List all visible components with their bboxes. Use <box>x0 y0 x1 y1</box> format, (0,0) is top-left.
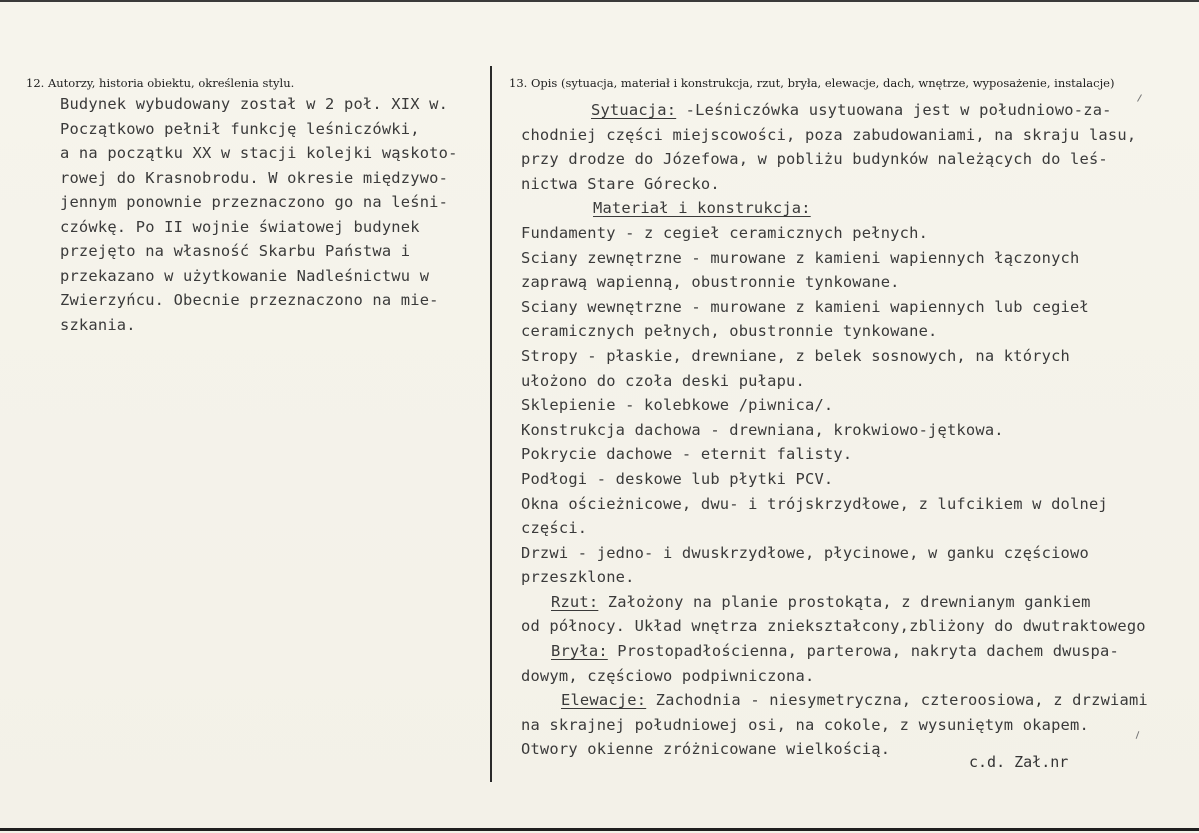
description-line: Drzwi - jedno- i dwuskrzydłowe, płycinowe, w ganku częściowo <box>521 543 1089 562</box>
material-heading-line <box>521 196 1148 221</box>
elevations-line <box>521 688 1148 713</box>
description-line: części. <box>521 519 588 538</box>
description-text <box>521 98 1148 762</box>
description-line: ułożono do czoła deski pułapu. <box>521 371 805 390</box>
massing-label: Bryła: <box>551 642 608 661</box>
description-line: Stropy - płaskie, drewniane, z belek sosnowych, na których <box>521 346 1071 365</box>
history-line: szkania. <box>60 315 136 334</box>
description-line: od północy. Układ wnętrza zniekształcony,zbliżony do dwutraktowego <box>521 617 1146 636</box>
history-line: przejęto na własność Skarbu Państwa i <box>60 242 411 260</box>
description-line: zaprawą wapienną, obustronnie tynkowane. <box>521 273 900 292</box>
history-line: czówkę. Po II wojnie światowej budynek <box>60 217 420 236</box>
plan-line <box>521 590 1148 615</box>
description-line: Konstrukcja dachowa - drewniana, krokwiowo-jętkowa. <box>521 420 1004 439</box>
plan-text: Założony na planie prostokąta, z drewnianym gankiem <box>598 592 1091 611</box>
situation-line <box>521 98 1148 123</box>
history-line: rowej do Krasnobrodu. W okresie międzywo- <box>60 168 449 187</box>
massing-text: Prostopadłościenna, parterowa, nakryta dachem dwuspa- <box>607 642 1119 661</box>
elevations-label: Elewacje: <box>561 691 647 710</box>
description-line: Pokrycie dachowe - eternit falisty. <box>521 445 853 464</box>
plan-label: Rzut: <box>551 592 599 611</box>
elevations-text: Zachodnia - niesymetryczna, czteroosiowa, z drzwiami <box>646 691 1148 710</box>
description-line: Sciany wewnętrzne - murowane z kamieni wapiennych lub cegieł <box>521 297 1089 316</box>
section-12-heading: 12. Autorzy, historia obiektu, określenia stylu. <box>26 76 295 90</box>
massing-line <box>521 639 1148 664</box>
description-line: ceramicznych pełnych, obustronnie tynkowane. <box>521 322 938 341</box>
bottom-border <box>0 828 1199 831</box>
description-line: chodniej części miejscowości, poza zabudowaniami, na skraju lasu, <box>521 125 1137 144</box>
column-divider <box>490 66 492 782</box>
description-line: przy drodze do Józefowa, w pobliżu budynków należących do leś- <box>521 150 1108 169</box>
description-line: dowym, częściowo podpiwniczona. <box>521 666 815 685</box>
history-line: przekazano w użytkowanie Nadleśnictwu w <box>60 266 430 285</box>
description-line: Fundamenty - z cegieł ceramicznych pełnych. <box>521 223 929 242</box>
description-line: Podłogi - deskowe lub płytki PCV. <box>521 469 834 488</box>
situation-text: -Leśniczówka usytuowana jest w południowo-za- <box>685 101 1112 119</box>
continuation-note: c.d. Zał.nr <box>969 753 1069 771</box>
description-line: na skrajnej południowej osi, na cokole, z wysuniętym okapem. <box>521 715 1089 734</box>
situation-label: Sytuacja: <box>591 101 677 119</box>
description-line: Otwory okienne zróżnicowane wielkością. <box>521 740 891 759</box>
history-line: Początkowo pełnił funkcję leśniczówki, <box>60 119 420 138</box>
history-line: Zwierzyńcu. Obecnie przeznaczono na mie- <box>60 291 439 309</box>
history-text <box>60 92 458 337</box>
description-line: przeszklone. <box>521 568 635 587</box>
description-line: Okna ościeżnicowe, dwu- i trójskrzydłowe, z lufcikiem w dolnej <box>521 494 1108 513</box>
description-line: Sciany zewnętrzne - murowane z kamieni wapiennych łączonych <box>521 248 1080 267</box>
description-line: nictwa Stare Górecko. <box>521 174 720 193</box>
top-border <box>0 0 1199 2</box>
history-line: jennym ponownie przeznaczono go na leśni- <box>60 193 449 211</box>
material-label: Materiał i konstrukcja: <box>593 199 811 218</box>
section-13-heading: 13. Opis (sytuacja, materiał i konstrukcja, rzut, bryła, elewacje, dach, wnętrze, wyposażenie, instalacje) <box>509 76 1115 90</box>
description-line: Sklepienie - kolebkowe /piwnica/. <box>521 396 834 415</box>
history-line: Budynek wybudowany został w 2 poł. XIX w. <box>60 95 449 113</box>
history-line: a na początku XX w stacji kolejki wąskoto- <box>60 144 458 162</box>
